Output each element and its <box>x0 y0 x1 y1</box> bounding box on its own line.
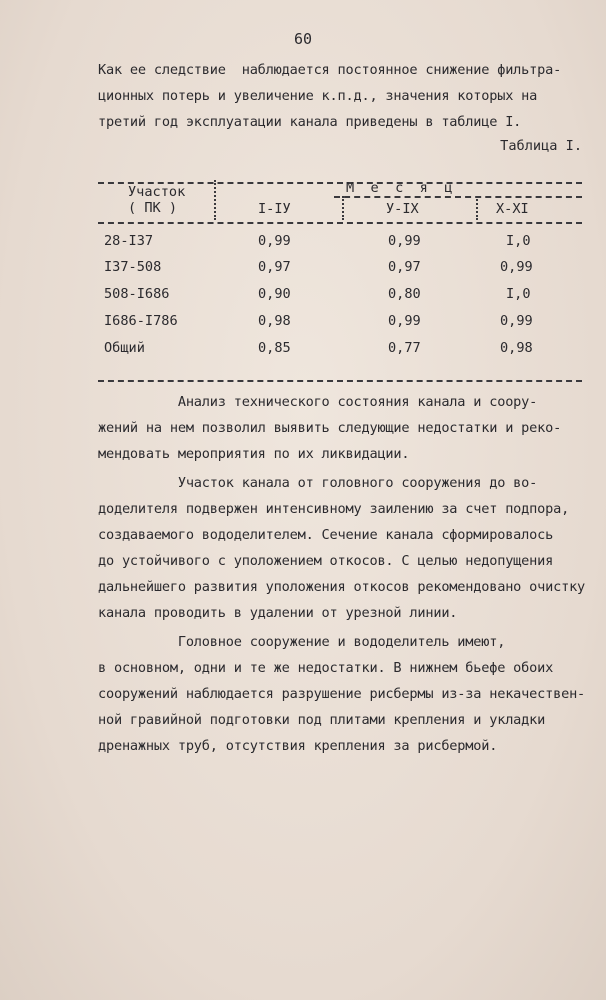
column-separator <box>342 196 344 220</box>
paragraph-line: мендовать мероприятия по их ликвидации. <box>98 446 410 462</box>
table-cell: 0,99 <box>258 233 291 249</box>
table-cell: 0,98 <box>500 340 533 356</box>
table-cell-section: 28-I37 <box>104 233 154 249</box>
column-separator <box>214 180 216 220</box>
table-cell: 0,90 <box>258 286 291 302</box>
table-cell-section: I686-I786 <box>104 313 178 329</box>
table-cell-section: Общий <box>104 340 145 356</box>
paragraph-line: дальнейшего развития уположения откосов рекомендовано очистку <box>98 579 586 595</box>
intro-line: третий год эксплуатации канала приведены в таблице I. <box>98 114 522 130</box>
table-cell: I,0 <box>506 233 531 249</box>
table-caption: Таблица I. <box>500 138 582 154</box>
header-col-1: I-IУ <box>258 201 291 217</box>
table-cell: 0,99 <box>388 313 421 329</box>
header-col-2: У-IX <box>386 201 419 217</box>
intro-line: Как ее следствие наблюдается постоянное снижение фильтра- <box>98 62 562 78</box>
table-cell: 0,98 <box>258 313 291 329</box>
table-header-rule <box>98 222 582 224</box>
table-cell: 0,85 <box>258 340 291 356</box>
table-cell-section: I37-508 <box>104 259 162 275</box>
intro-line: ционных потерь и увеличение к.п.д., значения которых на <box>98 88 538 104</box>
paragraph-line: сооружений наблюдается разрушение рисбермы из-за некачествен- <box>98 686 586 702</box>
table-cell: I,0 <box>506 286 531 302</box>
paragraph-line: доделителя подвержен интенсивному заилению за счет подпора, <box>98 501 570 517</box>
table-cell: 0,97 <box>258 259 291 275</box>
page-number: 60 <box>293 30 313 48</box>
column-separator <box>476 196 478 220</box>
table-cell-section: 508-I686 <box>104 286 170 302</box>
table-cell: 0,97 <box>388 259 421 275</box>
paragraph-line: жений на нем позволил выявить следующие недостатки и реко- <box>98 420 562 436</box>
paragraph-line: в основном, одни и те же недостатки. В нижнем бьефе обоих <box>98 660 554 676</box>
paragraph-line: Участок канала от головного сооружения до во- <box>98 475 538 491</box>
header-section-unit: ( ПК ) <box>128 200 178 216</box>
header-months: М е с я ц <box>346 180 453 196</box>
table-cell: 0,80 <box>388 286 421 302</box>
paragraph-line: ной гравийной подготовки под плитами крепления и укладки <box>98 712 546 728</box>
table-cell: 0,99 <box>500 259 533 275</box>
header-col-3: X-XI <box>496 201 529 217</box>
paragraph-line: Головное сооружение и вододелитель имеют, <box>98 634 506 650</box>
paragraph-line: создаваемого вододелителем. Сечение канала сформировалось <box>98 527 554 543</box>
paragraph-line: дренажных труб, отсутствия крепления за рисбермой. <box>98 738 498 754</box>
table-cell: 0,77 <box>388 340 421 356</box>
months-header-rule <box>334 196 582 198</box>
table-cell: 0,99 <box>500 313 533 329</box>
table-cell: 0,99 <box>388 233 421 249</box>
paragraph-line: до устойчивого с уположением откосов. С целью недопущения <box>98 553 554 569</box>
paragraph-line: Анализ технического состояния канала и соору- <box>98 394 538 410</box>
paragraph-line: канала проводить в удалении от урезной линии. <box>98 605 458 621</box>
header-section: Участок <box>128 184 186 200</box>
table-bottom-rule <box>98 380 582 382</box>
